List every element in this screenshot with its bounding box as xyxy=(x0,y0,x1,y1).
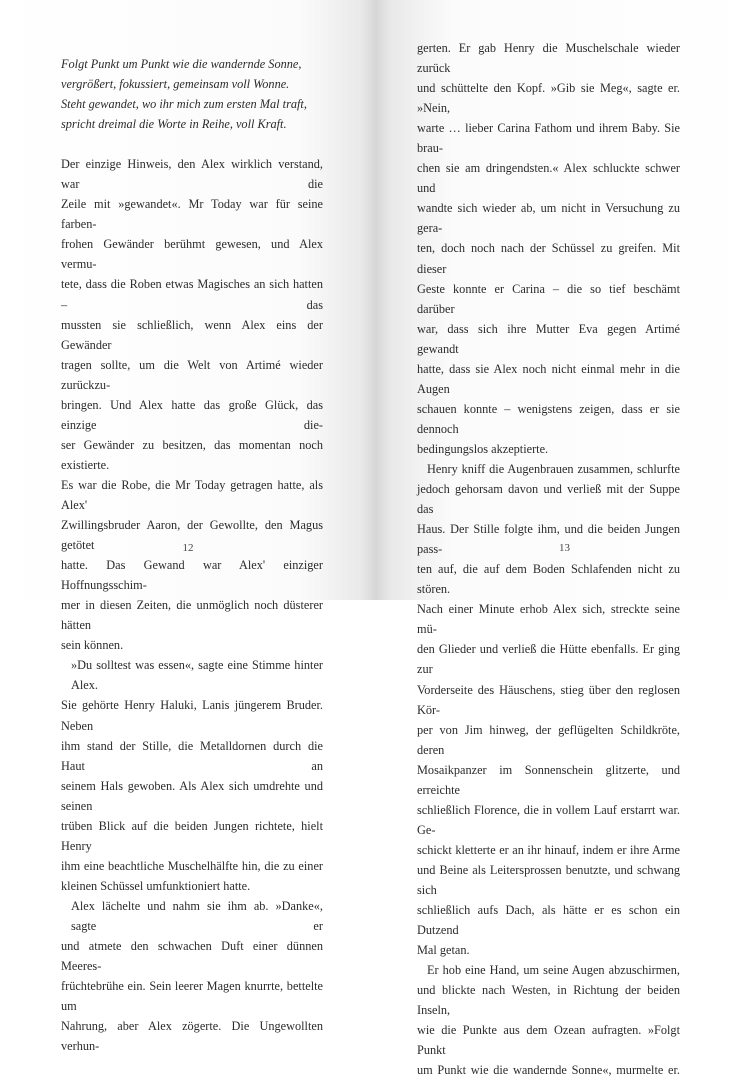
verse-line: Steht gewandet, wo ihr mich zum ersten Mal traft, xyxy=(61,97,307,112)
text-line: und schüttelte den Kopf. »Gib sie Meg«, sagte er. »Nein, xyxy=(417,81,680,116)
text-line: und Beine als Leitersprossen benutzte, und schwang sich xyxy=(417,862,680,897)
text-line: hatte, dass sie Alex noch nicht einmal mehr in die Augen xyxy=(417,361,680,396)
text-line: ser Gewänder zu besitzen, das momentan noch existierte. xyxy=(61,437,323,472)
text-line: Er hob eine Hand, um seine Augen abzuschirmen, xyxy=(427,963,680,978)
text-line: warte … lieber Carina Fathom und ihrem Baby. Sie brau- xyxy=(417,121,680,156)
text-line: tete, dass die Roben etwas Magisches an sich hatten – das xyxy=(61,277,323,312)
page-number: 12 xyxy=(182,542,194,554)
text-line: chen sie am dringendsten.« Alex schluckte schwer und xyxy=(417,161,680,196)
text-line: Mosaikpanzer im Sonnenschein glitzerte, und erreichte xyxy=(417,762,680,797)
text-line: bringen. Und Alex hatte das große Glück, das einzige die- xyxy=(61,397,323,432)
text-line: ten auf, die auf dem Boden Schlafenden nicht zu stören. xyxy=(417,562,680,597)
text-line: Haus. Der Stille folgte ihm, und die beiden Jungen pass- xyxy=(417,522,680,557)
text-line: Alex lächelte und nahm sie ihm ab. »Danke«, sagte er xyxy=(71,898,323,933)
text-line: Nach einer Minute erhob Alex sich, streckte seine mü- xyxy=(417,602,680,637)
text-line: kleinen Schüssel umfunktioniert hatte. xyxy=(61,878,251,893)
left-page xyxy=(0,0,376,1054)
verse-line: spricht dreimal die Worte in Reihe, voll Kraft. xyxy=(61,117,287,132)
text-line: ten, doch noch nach der Schüssel zu greifen. Mit dieser xyxy=(417,241,680,276)
text-line: trüben Blick auf die beiden Jungen richtete, hielt Henry xyxy=(61,818,323,853)
text-line: Der einzige Hinweis, den Alex wirklich verstand, war die xyxy=(61,157,323,192)
verse-block xyxy=(61,54,323,134)
text-line: gerten. Er gab Henry die Muschelschale wieder zurück xyxy=(417,41,680,76)
text-line: »Du solltest was essen«, sagte eine Stimme hinter Alex. xyxy=(71,658,323,693)
text-line: seinem Hals gewoben. Als Alex sich umdrehte und seinen xyxy=(61,778,323,813)
text-line: tragen sollte, um die Welt von Artimé wieder zurückzu- xyxy=(61,357,323,392)
text-line: Sie gehörte Henry Haluki, Lanis jüngerem Bruder. Neben xyxy=(61,698,323,733)
text-line: früchtebrühe ein. Sein leerer Magen knurrte, bettelte um xyxy=(61,979,323,1014)
text-line: wie die Punkte aus dem Ozean aufragten. »Folgt Punkt xyxy=(417,1023,680,1058)
text-line: schließlich Florence, die in vollem Lauf erstarrt war. Ge- xyxy=(417,802,680,837)
text-line: Mal getan. xyxy=(417,943,470,958)
text-line: Vorderseite des Häuschens, stieg über den reglosen Kör- xyxy=(417,682,680,717)
right-page xyxy=(376,0,753,1078)
stanza-gap xyxy=(61,134,323,154)
text-line: Henry kniff die Augenbrauen zusammen, schlurfte xyxy=(427,461,680,476)
text-line: jedoch gehorsam davon und verließ mit der Suppe das xyxy=(417,482,680,517)
text-line: ihm eine beachtliche Muschelhälfte hin, die zu einer xyxy=(61,858,323,873)
text-line: schauen konnte – wenigstens zeigen, dass er sie dennoch xyxy=(417,401,680,436)
left-page-text xyxy=(61,54,323,1056)
text-line: per von Jim hinweg, der geflügelten Schildkröte, deren xyxy=(417,722,680,757)
text-line: bedingungslos akzeptierte. xyxy=(417,441,549,456)
text-line: Zeile mit »gewandet«. Mr Today war für seine farben- xyxy=(61,197,323,232)
text-line: Es war die Robe, die Mr Today getragen hatte, als Alex' xyxy=(61,477,323,512)
text-line: mussten sie schließlich, wenn Alex eins der Gewänder xyxy=(61,317,323,352)
text-line: um Punkt wie die wandernde Sonne«, murmelte er. xyxy=(417,1063,680,1078)
text-line: sein können. xyxy=(61,638,124,653)
text-line: den Glieder und verließ die Hütte ebenfalls. Er ging zur xyxy=(417,642,680,677)
text-line: Nahrung, aber Alex zögerte. Die Ungewollten verhun- xyxy=(61,1019,323,1054)
verse-line: Folgt Punkt um Punkt wie die wandernde Sonne, xyxy=(61,57,302,71)
text-line: schickt kletterte er an ihr hinauf, indem er ihre Arme xyxy=(417,842,680,857)
text-line: war, dass sich ihre Mutter Eva gegen Artimé gewandt xyxy=(417,321,680,356)
text-line: wandte sich wieder ab, um nicht in Versuchung zu gera- xyxy=(417,201,680,236)
text-line: mer in diesen Zeiten, die unmöglich noch düsterer hätten xyxy=(61,598,323,633)
text-line: schließlich aufs Dach, als hätte er es schon ein Dutzend xyxy=(417,903,680,938)
text-line: frohen Gewänder berühmt gewesen, und Alex vermu- xyxy=(61,237,323,272)
text-line: ihm stand der Stille, die Metalldornen durch die Haut an xyxy=(61,738,323,773)
right-page-text xyxy=(417,38,680,1080)
text-line: Geste konnte er Carina – die so tief beschämt darüber xyxy=(417,281,680,316)
page-number: 13 xyxy=(559,542,570,554)
text-line: hatte. Das Gewand war Alex' einziger Hoffnungsschim- xyxy=(61,558,323,593)
text-line: und atmete den schwachen Duft einer dünnen Meeres- xyxy=(61,939,323,974)
verse-line: vergrößert, fokussiert, gemeinsam voll Wonne. xyxy=(61,77,290,92)
text-line: Zwillingsbruder Aaron, der Gewollte, den Magus getötet xyxy=(61,518,323,553)
text-line: und blickte nach Westen, in Richtung der beiden Inseln, xyxy=(417,983,680,1018)
